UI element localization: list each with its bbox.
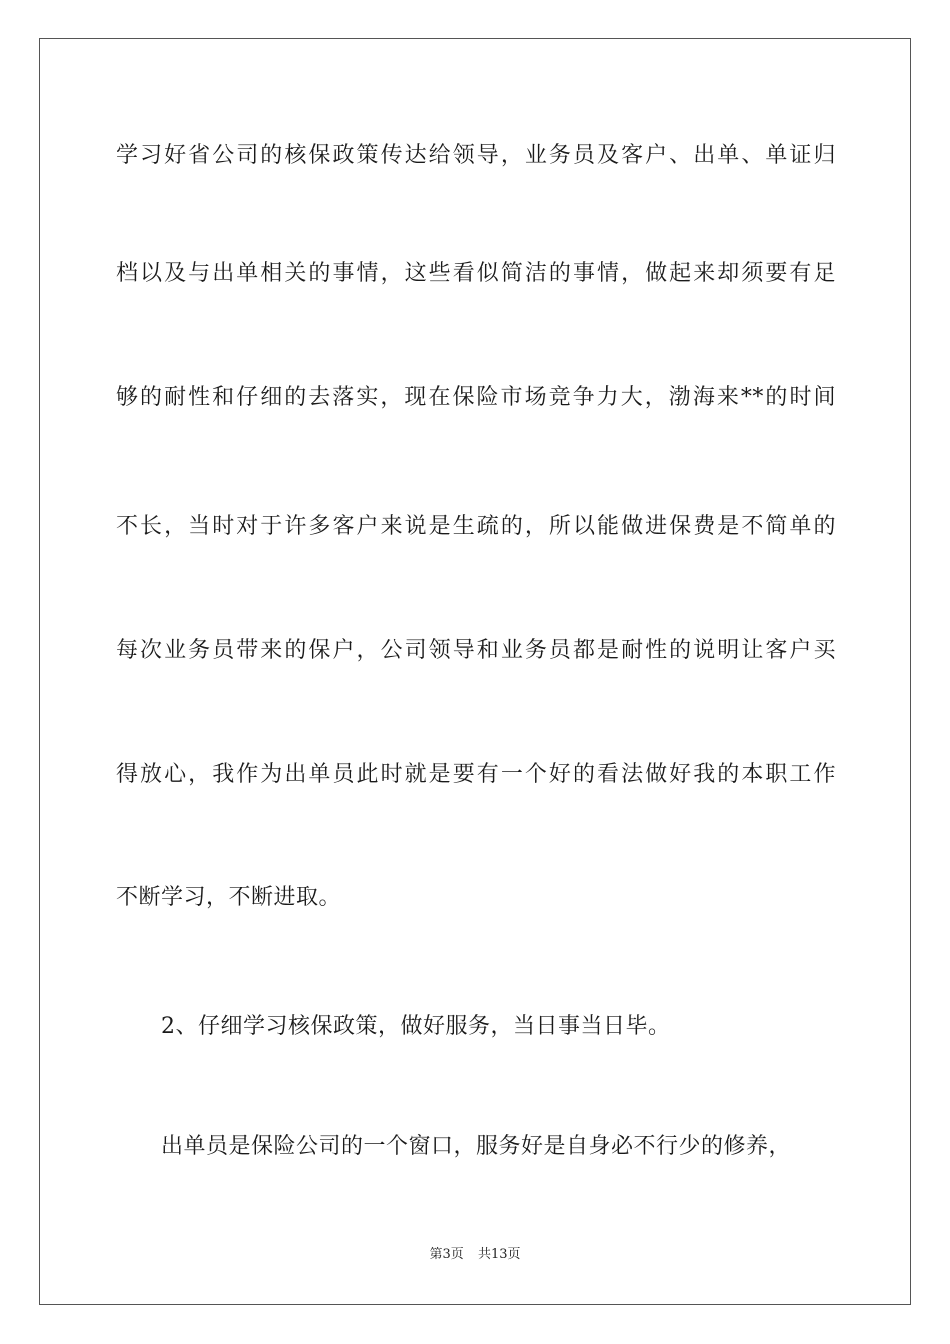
page-number: 第3页 (429, 1247, 464, 1262)
body-text-line: 不长，当时对于许多客户来说是生疏的，所以能做进保费是不简单的 (116, 514, 836, 539)
page-total: 共13页 (477, 1247, 521, 1262)
body-text-line: 不断学习，不断进取。 (116, 885, 342, 910)
body-text-line: 够的耐性和仔细的去落实，现在保险市场竞争力大，渤海来**的时间 (116, 385, 836, 410)
body-text-line: 出单员是保险公司的一个窗口，服务好是自身必不行少的修养， (161, 1134, 792, 1159)
section-heading: 2、仔细学习核保政策，做好服务，当日事当日毕。 (161, 1014, 671, 1039)
body-text-line: 档以及与出单相关的事情，这些看似简洁的事情，做起来却须要有足 (116, 261, 836, 286)
page-footer (0, 1246, 950, 1264)
page-border (39, 38, 911, 1305)
body-text-line: 得放心，我作为出单员此时就是要有一个好的看法做好我的本职工作 (116, 762, 836, 787)
body-text-line: 每次业务员带来的保户，公司领导和业务员都是耐性的说明让客户买 (116, 638, 836, 663)
body-text-line: 学习好省公司的核保政策传达给领导，业务员及客户、出单、单证归 (116, 143, 836, 168)
